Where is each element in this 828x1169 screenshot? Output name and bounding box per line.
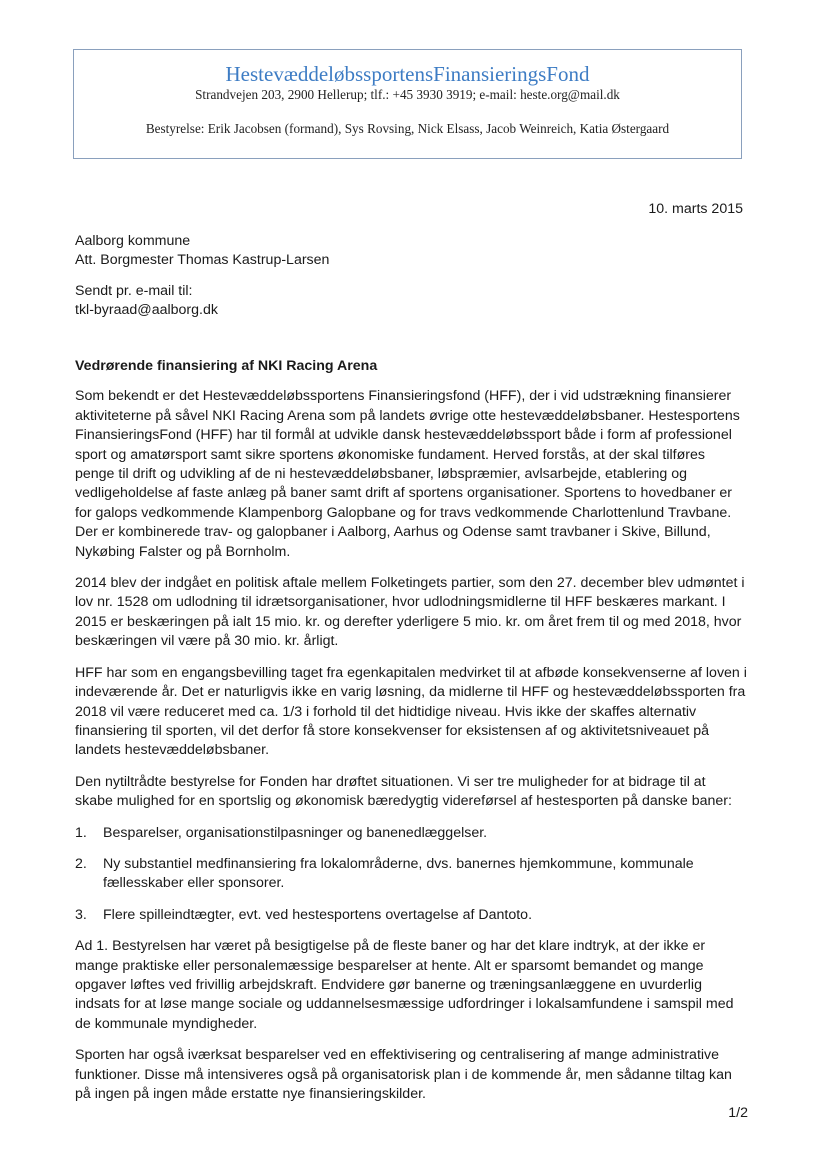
- list-item: [75, 906, 747, 925]
- page-number: 1/2: [728, 1105, 748, 1121]
- paragraph-1: Som bekendt er det Hestevæddeløbssportens Finansieringsfond (HFF), der i vid udstrækning finansierer aktiviteterne på såvel NKI Racing Arena som på landets øvrige otte hestevæddeløbsbaner. Hestesportens FinansieringsFond (HFF) har til formål at udvikle dansk hestevæddeløbssport både i form af professionel sport og amatørsport samt sikre sportens økonomiske fundament. Herved forstås, at der skal tilføres penge til drift og udvikling af de ni hestevæddeløbsbaner, løbspræmier, avlsarbejde, etablering og vedligeholdelse af faste anlæg på baner samt drift af sportens organisationer. Sportens to hovedbaner er for galops vedkommende Klampenborg Galopbane og for travs vedkommende Charlottenlund Travbane. Der er kombinerede trav- og galopbaner i Aalborg, Aarhus og Odense samt travbaner i Skive, Billund, Nykøbing Falster og på Bornholm.: [75, 388, 740, 560]
- list-text: Flere spilleindtægter, evt. ved hestesportens overtagelse af Dantoto.: [103, 906, 533, 923]
- list-item: [75, 855, 747, 894]
- list-text: Ny substantiel medfinansiering fra lokalområderne, dvs. banernes hjemkommune, kommunale fællesskaber eller sponsorer.: [103, 855, 694, 892]
- organization-name: HestevæddeløbssportensFinansieringsFond: [225, 62, 590, 86]
- board-members: Bestyrelse: Erik Jacobsen (formand), Sys Rovsing, Nick Elsass, Jacob Weinreich, Katia Østergaard: [145, 121, 670, 136]
- paragraph-6: Sporten har også iværksat besparelser ved en effektivisering og centralisering af mange administrative funktioner. Disse må intensiveres også på organisatorisk plan i de kommende år, men sådanne tiltag kan på ingen på ingen måde erstatte nye finansieringskilder.: [75, 1047, 732, 1102]
- recipient-org: Aalborg kommune: [75, 233, 191, 249]
- list-number: 3.: [75, 906, 87, 923]
- options-list: [75, 824, 747, 926]
- letter-date: 10. marts 2015: [648, 201, 743, 217]
- list-text: Besparelser, organisationstilpasninger og banenedlæggelser.: [103, 824, 488, 841]
- paragraph-3: HFF har som en engangsbevilling taget fra egenkapitalen medvirket til at afbøde konsekvenserne af loven i indeværende år. Det er naturligvis ikke en varig løsning, da midlerne til HFF og hestevæddeløbssporten fra 2018 vil være reduceret med ca. 1/3 i forhold til det hidtidige niveau. Hvis ikke der skaffes alternativ finansiering til sporten, vil det derfor få store konsekvenser for eksistensen af og aktivitetsniveauet på landets hestevæddeløbsbaner.: [75, 664, 747, 759]
- sent-label: Sendt pr. e-mail til:: [75, 283, 193, 299]
- paragraph-5: Ad 1. Bestyrelsen har været på besigtigelse på de fleste baner og har det klare indtryk, at der ikke er mange praktiske eller personalemæssige besparelser at hente. Alt er sparsomt bemandet og mange opgaver løftes ved frivillig arbejdskraft. Endvidere gør banerne og træningsanlæggene en uvurderlig indsats for at løse mange sociale og uddannelsesmæssige udfordringer i lokalsamfundene i samspil med de kommunale myndigheder.: [75, 938, 734, 1032]
- list-item: [75, 824, 747, 843]
- list-number: 2.: [75, 855, 87, 872]
- paragraph-4: Den nytiltrådte bestyrelse for Fonden har drøftet situationen. Vi ser tre muligheder for at bidrage til at skabe mulighed for en sportslig og økonomisk bæredygtig videreførsel af hestesporten på danske baner:: [75, 773, 732, 810]
- sent-email: tkl-byraad@aalborg.dk: [75, 302, 218, 318]
- letter-body: [75, 357, 747, 1116]
- letter-subject: Vedrørende finansiering af NKI Racing Arena: [75, 358, 378, 374]
- sent-to-block: [75, 282, 218, 320]
- recipient-block: [75, 232, 329, 270]
- letterhead-box: [73, 49, 742, 159]
- recipient-attention: Att. Borgmester Thomas Kastrup-Larsen: [75, 252, 330, 268]
- paragraph-2: 2014 blev der indgået en politisk aftale mellem Folketingets partier, som den 27. december blev udmøntet i lov nr. 1528 om udlodning til idrætsorganisationer, hvor udlodningsmidlerne til HFF beskæres markant. I 2015 er beskæringen på ialt 15 mio. kr. og derefter yderligere 5 mio. kr. om året frem til og med 2018, hvor beskæringen vil være på 30 mio. kr. årligt.: [75, 575, 745, 650]
- list-number: 1.: [75, 824, 87, 841]
- organization-address: Strandvejen 203, 2900 Hellerup; tlf.: +45 3930 3919; e-mail: heste.org@mail.dk: [195, 87, 620, 102]
